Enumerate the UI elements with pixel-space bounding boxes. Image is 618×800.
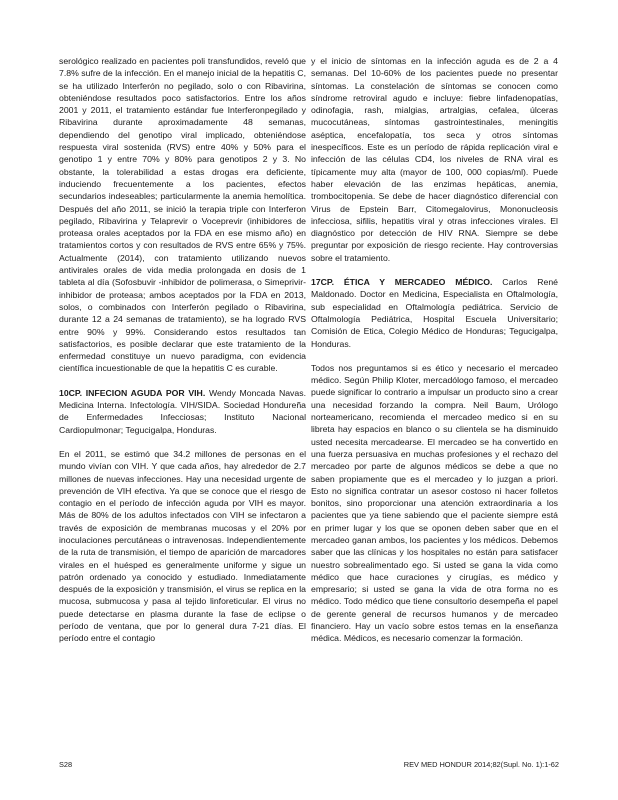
abstract-17cp-authors: Carlos René Maldonado. Doctor en Medicina, Especialista en Oftalmología, sub especialidad en Oftalmología pediátrica. Servicio de Oftalmología Pediátrica, Hospital Escuela Universitario; Comisión de Etica, Colegio Médico de Honduras; Tegucigalpa, Honduras.: [311, 277, 559, 349]
abstract-10cp-heading: 10CP. INFECION AGUDA POR VIH.: [59, 387, 206, 398]
hepatitis-c-paragraph: serológico realizado en pacientes poli transfundidos, reveló que 7.8% sufre de la infección. En el manejo inicial de la hepatitis C, se ha utilizado Interferón no pegilado, solo o con Ribavirina, obteniéndose resultados poco satisfactorios. Entre los años 2001 y 2011, el tratamiento estándar fue Interferonpegilado y Ribavirina durante aproximadamente 48 semanas, dependiendo del genotipo viral implicado, obteniéndose respuesta viral sostenida (RVS) entre 40% y 50% para el genotipo 1 y entre 70% y 80% para genotipos 2 y 3. No obstante, la tolerabilidad a estas drogas era deficiente, induciendo frecuentemente a los pacientes, efectos secundarios indeseables; particularmente la anemia hemolítica. Después del año 2011, se inició la terapia triple con Interferon pegilado, Ribavirina y Telaprevir o Voceprevir (inhibidores de proteasa orales aceptados por la FDA en ese mismo año) en tratamientos cortos y con resultados de RVS entre 65% y 75%. Actualmente (2014), con tratamiento utilizando nuevos antivirales orales de vida media prolongada en dosis de 1 tableta al día (Sofosbuvir -inhibidor de polimerasa, o Simeprivir-inhibidor de proteasa; ambos aceptados por la FDA en 2013, solos, o combinados con Interferón pegilado o Ribavirina, durante 12 a 24 semanas de tratamiento), se ha logrado RVS entre 90% y 99%. Considerando estos resultados tan satisfactorios, es posible declarar que este tratamiento de la enfermedad constituye un nuevo paradigma, con evidencia científica incuestionable de que la hepatitis C es curable.: [59, 56, 306, 374]
right-column: [311, 55, 558, 645]
abstract-10cp: [59, 387, 306, 436]
spacer: [59, 436, 306, 448]
page-number: S28: [59, 760, 73, 769]
vih-paragraph-continued: y el inicio de síntomas en la infección aguda es de 2 a 4 semanas. Del 10-60% de los pacientes puede no presentar síntomas. La constelación de síntomas se conocen como síndrome retroviral agudo e incluye: fiebre linfadenopatías, odinofagia, rash, mialgias, artralgias, cefalea, úlceras mucocutáneas, síntomas gastrointestinales, meningitis aséptica, encefalopatía, tos seca y otros síntomas inespecíficos. Este es un período de rápida replicación viral e infección de las células CD4, los niveles de RNA viral es típicamente muy alta (mayor de 100, 000 copias/ml). Puede haber elevación de las enzimas hepáticas, anemia, trombocitopenia. Se debe de hacer diagnóstico diferencial con Virus de Epstein Barr, Citomegalovirus, Mononucleosis infecciosa, sifilis, hepatitis viral y otras infecciones virales. El diagnóstico por detección de HIV RNA. Siempre se debe preguntar por exposición de riesgo reciente. Hay controversias sobre el tratamiento.: [311, 56, 558, 263]
abstract-17cp-heading: 17CP. ÉTICA Y MERCADEO MÉDICO.: [311, 277, 493, 288]
left-column: [59, 55, 306, 645]
marketing-paragraph: Todos nos preguntamos si es ético y necesario el mercadeo médico. Según Philip Kloter, mercadólogo famoso, el mercadeo puede significar lo contrario a impulsar un producto sino a crear una necesidad forzando la compra. Neil Baum, Urólogo norteamericano, recomienda el mercadeo medico si en su libreta hay espacios en blanco o su clientela se ha disminuido usted necesita mercadearse. El mercadeo se ha convertido en una fuerza persuasiva en muchas profesiones y el rechazo del mercadeo por parte de algunos médicos se debe a que no saben propiamente que es el mercadeo y lo juzgan a priori. Esto no significa contratar un asesor costoso ni hacer folletos bonitos, sino proporcionar una atención extraordinaria a los pacientes que ya tiene sabiendo que el paciente siempre está en primer lugar y los que se oponen deben saber que en el mercadeo ganan ambos, los pacientes y los médicos. Debemos saber que las clínicas y los hospitales no están para satisfacer nuestro sobrealimentado ego. Si usted se gana la vida como médico que hace curaciones y cirugías, es médico y empresario; si usted se gana la vida de otra forma no es médico. Todo médico que tiene consultorio desempeña el papel de gerente general de recursos humanos y de mercadeo financiero. Hay un vacío sobre estos temas en la enseñanza médica. Médicos, es necesario comenzar la formación.: [311, 362, 558, 644]
abstract-17cp: [311, 276, 558, 350]
journal-reference: REV MED HONDUR 2014;82(Supl. No. 1):1-62: [403, 760, 559, 769]
spacer: [311, 350, 558, 362]
abstract-10cp-authors: Wendy Moncada Navas. Medicina Interna. Infectología. VIH/SIDA. Sociedad Hondureña de Enfermedades Infecciosas; Instituto Nacional Cardiopulmonar; Tegucigalpa, Honduras.: [59, 387, 306, 435]
vih-paragraph: En el 2011, se estimó que 34.2 millones de personas en el mundo vivían con VIH. Y que cada años, hay alrededor de 2.7 millones de nuevas infecciones. Hay una necesidad urgente de prevención de VIH efectiva. Ya que se conoce que el riesgo de contagio en el período de infección aguda por VIH es mayor. Más de 80% de los adultos infectados con VIH se infectaron a través de exposición de membranas mucosas y el 20% por inoculaciones percutáneas o intravenosas. Independientemente de la ruta de transmisión, el tiempo de aparición de marcadores virales en el huésped es generalmente uniforme y sigue un patrón ordenado ya conocido y estudiado. Inmediatamente después de la exposición y transmisión, el virus se replica en la mucosa, submucosa y pasa al tejido linforeticular. El virus no puede detectarse en plasma durante la fase de eclipse o período de ventana, que por lo general dura 7-21 días. El período entre el contagio: [59, 448, 306, 644]
